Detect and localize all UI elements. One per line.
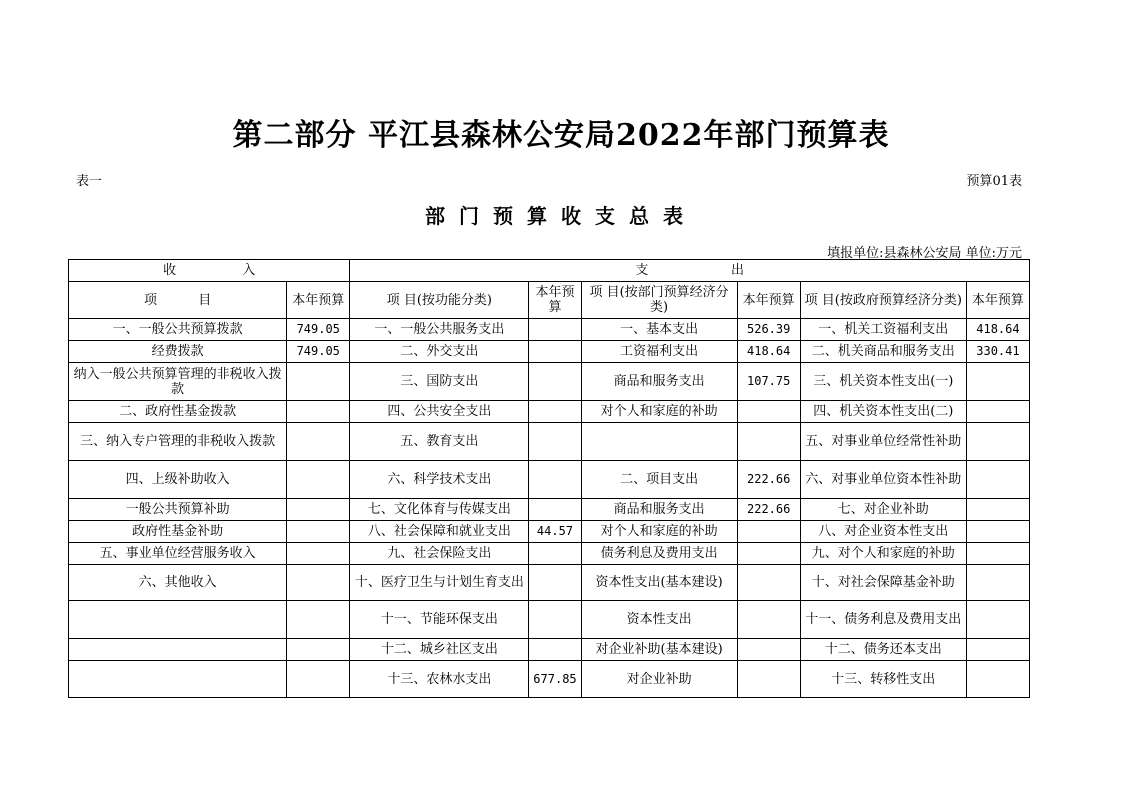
function-amount-cell: 677.85	[529, 661, 581, 698]
government-amount-cell	[966, 499, 1029, 521]
function-amount-cell	[529, 543, 581, 565]
economic-item-cell: 资本性支出	[581, 601, 737, 639]
economic-amount-cell	[737, 639, 800, 661]
income-item-cell: 二、政府性基金拨款	[69, 401, 287, 423]
government-item-cell: 十、对社会保障基金补助	[800, 565, 966, 601]
government-amount-cell	[966, 601, 1029, 639]
economic-amount-cell	[737, 423, 800, 461]
function-item-cell: 十三、农林水支出	[350, 661, 529, 698]
col-header-function-amount: 本年预算	[529, 282, 581, 319]
table-row	[69, 319, 1030, 341]
income-item-cell: 纳入一般公共预算管理的非税收入拨款	[69, 363, 287, 401]
function-amount-cell	[529, 341, 581, 363]
table-row	[69, 461, 1030, 499]
col-header-economic-item: 项 目(按部门预算经济分类)	[581, 282, 737, 319]
page-title: 第二部分 平江县森林公安局2022年部门预算表	[232, 118, 890, 153]
reporting-unit: 填报单位:县森林公安局 单位:万元	[827, 246, 1022, 261]
government-amount-cell	[966, 565, 1029, 601]
government-amount-cell	[966, 423, 1029, 461]
function-item-cell: 八、社会保障和就业支出	[350, 521, 529, 543]
function-item-cell: 十一、节能环保支出	[350, 601, 529, 639]
government-amount-cell	[966, 521, 1029, 543]
government-amount-cell	[966, 461, 1029, 499]
function-amount-cell	[529, 319, 581, 341]
economic-amount-cell: 222.66	[737, 499, 800, 521]
government-amount-cell	[966, 363, 1029, 401]
economic-amount-cell	[737, 601, 800, 639]
government-item-cell: 五、对事业单位经常性补助	[800, 423, 966, 461]
function-item-cell: 二、外交支出	[350, 341, 529, 363]
government-item-cell: 二、机关商品和服务支出	[800, 341, 966, 363]
form-number: 预算01表	[966, 174, 1022, 189]
function-amount-cell	[529, 363, 581, 401]
function-amount-cell	[529, 499, 581, 521]
function-amount-cell	[529, 639, 581, 661]
income-item-cell: 六、其他收入	[69, 565, 287, 601]
income-group-header: 收 入	[69, 260, 350, 282]
table-title: 部门预算收支总表	[425, 204, 697, 228]
col-header-function-item: 项 目(按功能分类)	[350, 282, 529, 319]
function-item-cell: 一、一般公共服务支出	[350, 319, 529, 341]
government-item-cell: 八、对企业资本性支出	[800, 521, 966, 543]
function-amount-cell	[529, 565, 581, 601]
government-item-cell: 七、对企业补助	[800, 499, 966, 521]
table-row	[69, 341, 1030, 363]
economic-item-cell: 对企业补助(基本建设)	[581, 639, 737, 661]
function-item-cell: 五、教育支出	[350, 423, 529, 461]
function-item-cell: 十、医疗卫生与计划生育支出	[350, 565, 529, 601]
function-amount-cell: 44.57	[529, 521, 581, 543]
income-amount-cell: 749.05	[287, 341, 350, 363]
table-row	[69, 661, 1030, 698]
income-amount-cell	[287, 639, 350, 661]
economic-item-cell: 商品和服务支出	[581, 499, 737, 521]
function-amount-cell	[529, 423, 581, 461]
table-row	[69, 543, 1030, 565]
government-item-cell: 一、机关工资福利支出	[800, 319, 966, 341]
income-item-cell: 经费拨款	[69, 341, 287, 363]
income-item-cell	[69, 601, 287, 639]
income-amount-cell	[287, 363, 350, 401]
economic-item-cell: 对企业补助	[581, 661, 737, 698]
table-row	[69, 499, 1030, 521]
economic-amount-cell	[737, 401, 800, 423]
economic-amount-cell: 418.64	[737, 341, 800, 363]
income-item-cell	[69, 661, 287, 698]
col-header-income-amount: 本年预算	[287, 282, 350, 319]
government-amount-cell	[966, 639, 1029, 661]
table-row	[69, 423, 1030, 461]
function-amount-cell	[529, 601, 581, 639]
income-amount-cell	[287, 423, 350, 461]
table-row	[69, 565, 1030, 601]
income-item-cell: 一般公共预算补助	[69, 499, 287, 521]
income-item-cell: 三、纳入专户管理的非税收入拨款	[69, 423, 287, 461]
economic-amount-cell	[737, 565, 800, 601]
income-amount-cell	[287, 461, 350, 499]
government-item-cell: 四、机关资本性支出(二)	[800, 401, 966, 423]
economic-item-cell: 对个人和家庭的补助	[581, 521, 737, 543]
function-item-cell: 七、文化体育与传媒支出	[350, 499, 529, 521]
economic-item-cell: 商品和服务支出	[581, 363, 737, 401]
economic-item-cell: 资本性支出(基本建设)	[581, 565, 737, 601]
col-header-government-item: 项 目(按政府预算经济分类)	[800, 282, 966, 319]
income-item-cell: 五、事业单位经营服务收入	[69, 543, 287, 565]
table-number: 表一	[76, 174, 103, 189]
government-amount-cell: 330.41	[966, 341, 1029, 363]
economic-amount-cell	[737, 521, 800, 543]
economic-item-cell: 工资福利支出	[581, 341, 737, 363]
government-item-cell: 九、对个人和家庭的补助	[800, 543, 966, 565]
government-item-cell: 十二、债务还本支出	[800, 639, 966, 661]
income-amount-cell	[287, 521, 350, 543]
function-item-cell: 九、社会保险支出	[350, 543, 529, 565]
function-item-cell: 三、国防支出	[350, 363, 529, 401]
economic-amount-cell	[737, 543, 800, 565]
table-row	[69, 363, 1030, 401]
income-item-cell: 四、上级补助收入	[69, 461, 287, 499]
function-item-cell: 六、科学技术支出	[350, 461, 529, 499]
government-item-cell: 六、对事业单位资本性补助	[800, 461, 966, 499]
government-amount-cell	[966, 661, 1029, 698]
income-amount-cell	[287, 661, 350, 698]
income-amount-cell: 749.05	[287, 319, 350, 341]
col-header-government-amount: 本年预算	[966, 282, 1029, 319]
budget-summary-table	[68, 259, 1030, 698]
function-item-cell: 十二、城乡社区支出	[350, 639, 529, 661]
income-item-cell: 政府性基金补助	[69, 521, 287, 543]
government-amount-cell	[966, 401, 1029, 423]
table-row	[69, 601, 1030, 639]
economic-item-cell: 对个人和家庭的补助	[581, 401, 737, 423]
government-item-cell: 十一、债务利息及费用支出	[800, 601, 966, 639]
economic-item-cell: 一、基本支出	[581, 319, 737, 341]
income-amount-cell	[287, 565, 350, 601]
table-row	[69, 639, 1030, 661]
economic-item-cell: 债务利息及费用支出	[581, 543, 737, 565]
economic-item-cell	[581, 423, 737, 461]
income-item-cell	[69, 639, 287, 661]
economic-amount-cell: 222.66	[737, 461, 800, 499]
expense-group-header: 支 出	[350, 260, 1030, 282]
income-amount-cell	[287, 401, 350, 423]
table-row	[69, 401, 1030, 423]
government-item-cell: 三、机关资本性支出(一)	[800, 363, 966, 401]
economic-amount-cell: 107.75	[737, 363, 800, 401]
economic-item-cell: 二、项目支出	[581, 461, 737, 499]
table-row	[69, 521, 1030, 543]
government-amount-cell	[966, 543, 1029, 565]
col-header-economic-amount: 本年预算	[737, 282, 800, 319]
col-header-income-item: 项 目	[69, 282, 287, 319]
function-amount-cell	[529, 401, 581, 423]
economic-amount-cell: 526.39	[737, 319, 800, 341]
government-item-cell: 十三、转移性支出	[800, 661, 966, 698]
income-item-cell: 一、一般公共预算拨款	[69, 319, 287, 341]
income-amount-cell	[287, 543, 350, 565]
income-amount-cell	[287, 499, 350, 521]
function-amount-cell	[529, 461, 581, 499]
economic-amount-cell	[737, 661, 800, 698]
government-amount-cell: 418.64	[966, 319, 1029, 341]
function-item-cell: 四、公共安全支出	[350, 401, 529, 423]
income-amount-cell	[287, 601, 350, 639]
